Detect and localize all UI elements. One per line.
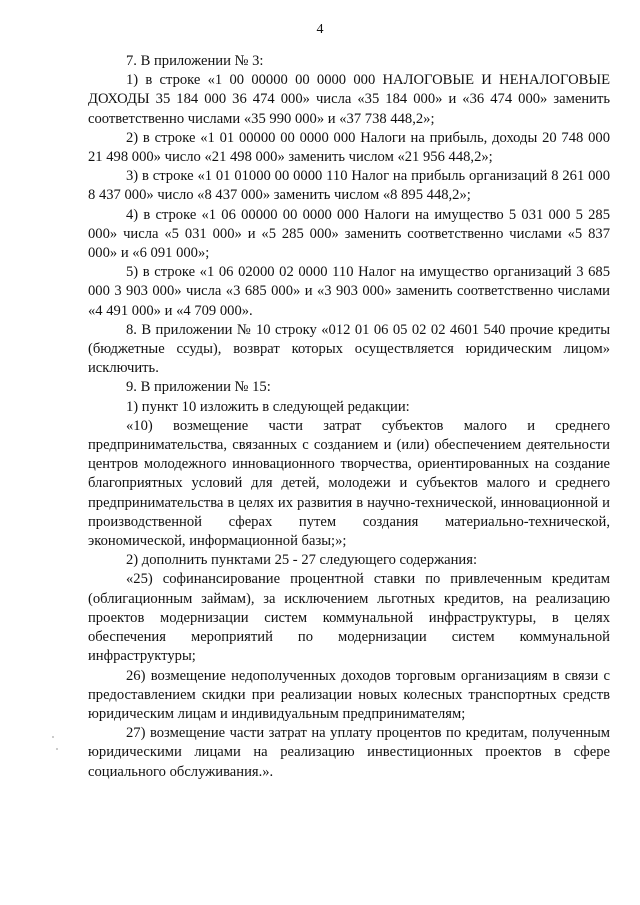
paragraph-item-26-text: 26) возмещение недополученных доходов торговым организациям в связи с предоставлением скидки при реализации новых колесных транспортных средств юридическим лицам и индивидуальным предпринимателям; xyxy=(88,667,610,722)
paragraph-appendix-10: 8. В приложении № 10 строку «012 01 06 05 02 02 4601 540 прочие кредиты (бюджетные ссуды), возврат которых осуществляется юридическим лицом» исключить. xyxy=(88,321,610,377)
paragraph-appendix-3-heading: 7. В приложении № 3: xyxy=(126,53,264,69)
paragraph-appendix-3-item-1: 1) в строке «1 00 00000 00 0000 000 НАЛОГОВЫЕ И НЕНАЛОГОВЫЕ ДОХОДЫ 35 184 000 36 474 000» числа «35 184 000» и «36 474 000» заменить соответственно числами «35 990 000» и «37 738 448,2»; xyxy=(88,72,610,127)
paragraph-appendix-15-item-1: 1) пункт 10 изложить в следующей редакции: xyxy=(126,398,410,415)
scan-speck xyxy=(56,748,58,750)
paragraph-item-25-text: «25) софинансирование процентной ставки по привлеченным кредитам (облигационным займам), за исключением льготных кредитов, на реализацию проектов модернизации систем коммунальной инфраструктуры, в целях обеспечения мероприятий по модернизации систем коммунальной инфраструктуры; xyxy=(88,571,610,665)
paragraph-appendix-3-item-2: 2) в строке «1 01 00000 00 0000 000 Налоги на прибыль, доходы 20 748 000 21 498 000» число «21 498 000» заменить числом «21 956 448,2»; xyxy=(88,129,610,166)
paragraph-appendix-15-item-2: 2) дополнить пунктами 25 - 27 следующего содержания: xyxy=(126,552,478,569)
paragraph-appendix-3-item-4: 4) в строке «1 06 00000 00 0000 000 Налоги на имущество 5 031 000 5 285 000» числа «5 031 000» и «5 285 000» заменить соответственно числами «5 837 000» и «6 091 000»; xyxy=(88,206,610,262)
paragraph-appendix-3-item-5: 5) в строке «1 06 02000 02 0000 110 Налог на имущество организаций 3 685 000 3 903 000» числа «3 685 000» и «3 903 000» заменить соответственно числами «4 491 000» и «4 709 000». xyxy=(88,264,610,319)
paragraph-appendix-15-heading: 9. В приложении № 15: xyxy=(126,379,271,396)
paragraph-item-27-text: 27) возмещение части затрат на уплату процентов по кредитам, полученным юридическими лицами на реализацию инвестиционных проектов в сфере социального обслуживания.». xyxy=(88,725,610,780)
scan-speck xyxy=(52,736,54,738)
paragraph-item-10-text: «10) возмещение части затрат субъектов малого и среднего предпринимательства, связанных с созданием и (или) обеспечением деятельности центров молодежного инновационного творчества, ориентированных на создание благоприятных условий для детей, молодежи и субъектов малого и среднего предпринимательства в целях их развития в научно-технической, инновационной и производственной сферах путем создания материально-технической, экономической, информационной базы;»; xyxy=(88,417,610,550)
paragraph-appendix-3-item-3: 3) в строке «1 01 01000 00 0000 110 Налог на прибыль организаций 8 261 000 8 437 000» число «8 437 000» заменить числом «8 895 448,2»; xyxy=(88,168,610,204)
page-number: 4 xyxy=(316,22,324,37)
document-body xyxy=(88,52,610,782)
